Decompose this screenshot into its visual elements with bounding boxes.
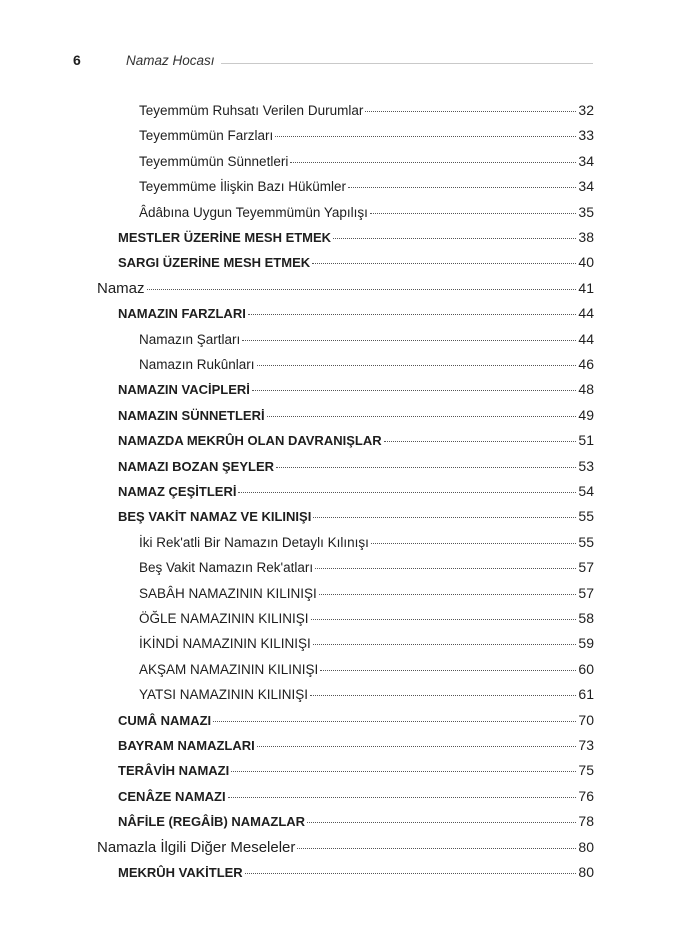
toc-entry-page: 78 [578, 813, 594, 830]
toc-entry [139, 610, 594, 632]
running-header [73, 48, 593, 68]
toc-entry-label: Teyemmüm Ruhsatı Verilen Durumlar [139, 103, 364, 118]
toc-entry [97, 839, 594, 861]
toc-entry-label: BAYRAM NAMAZLARI [118, 738, 255, 753]
toc-entry [139, 585, 594, 607]
dot-leader [371, 543, 576, 544]
toc-entry-label: CUMÂ NAMAZI [118, 712, 212, 728]
toc-entry-page: 73 [578, 737, 594, 753]
toc-entry-page: 53 [578, 457, 594, 474]
toc-entry [139, 102, 594, 124]
page-number: 6 [73, 52, 81, 68]
dot-leader [319, 594, 576, 595]
toc-entry [118, 407, 594, 429]
toc-entry-page: 44 [578, 305, 594, 322]
toc-entry-page: 46 [578, 356, 594, 372]
toc-entry-label: CENÂZE NAMAZI [118, 788, 226, 804]
toc-entry-page: 59 [578, 635, 594, 652]
toc-entry-page: 51 [578, 432, 594, 449]
dot-leader [315, 568, 576, 569]
toc-entry [139, 559, 594, 581]
toc-entry-page: 49 [578, 406, 594, 423]
dot-leader [248, 314, 576, 315]
toc-entry [139, 153, 594, 175]
toc-entry [118, 432, 594, 454]
dot-leader [311, 619, 576, 620]
dot-leader [313, 517, 576, 518]
toc-entry-page: 34 [578, 152, 594, 169]
toc-entry-page: 61 [578, 686, 594, 703]
dot-leader [312, 263, 576, 264]
dot-leader [257, 365, 576, 366]
toc-entry-label: Beş Vakit Namazın Rek'atları [139, 560, 314, 576]
toc-entry [139, 331, 594, 353]
toc-entry-page: 80 [578, 864, 594, 880]
toc-entry [118, 229, 594, 251]
toc-entry-page: 60 [578, 660, 594, 677]
toc-entry [139, 178, 594, 200]
toc-entry-page: 80 [578, 838, 594, 855]
dot-leader [147, 289, 576, 290]
toc-entry-label: İKİNDİ NAMAZININ KILINIŞI [139, 636, 311, 652]
toc-entry-page: 33 [578, 127, 594, 144]
toc-entry-label: SARGI ÜZERİNE MESH ETMEK [118, 255, 311, 271]
toc-entry-label: Teyemmümün Sünnetleri [139, 153, 289, 169]
toc-entry-label: YATSI NAMAZININ KILINIŞI [139, 687, 309, 703]
dot-leader [313, 644, 576, 645]
toc-entry [118, 508, 594, 530]
running-title: Namaz Hocası [126, 53, 215, 68]
dot-leader [348, 187, 576, 188]
toc-entry [118, 458, 594, 480]
dot-leader [242, 340, 576, 341]
dot-leader [297, 848, 576, 849]
toc-entry [97, 280, 594, 302]
dot-leader [307, 822, 576, 823]
toc-entry-page: 55 [578, 533, 594, 550]
toc-entry-label: NAMAZIN SÜNNETLERİ [118, 407, 265, 423]
toc-entry-page: 44 [578, 330, 594, 347]
toc-entry [139, 204, 594, 226]
toc-entry-label: BEŞ VAKİT NAMAZ VE KILINIŞI [118, 509, 312, 525]
toc-entry-label: MEKRÛH VAKİTLER [118, 865, 243, 880]
toc-entry-page: 55 [578, 508, 594, 525]
toc-entry-label: NAMAZIN FARZLARI [118, 306, 246, 322]
toc-entry-page: 40 [578, 254, 594, 271]
toc-entry-label: NAMAZI BOZAN ŞEYLER [118, 458, 274, 474]
dot-leader [290, 162, 576, 163]
dot-leader [228, 797, 576, 798]
toc-entry-page: 34 [578, 178, 594, 195]
toc-entry [139, 356, 594, 378]
dot-leader [238, 492, 576, 493]
toc-entry-label: SABÂH NAMAZININ KILINIŞI [139, 585, 317, 601]
toc-entry [118, 813, 594, 835]
toc-entry-label: Namazın Rukûnları [139, 357, 255, 372]
toc-entry-page: 75 [578, 762, 594, 779]
toc-entry-label: İki Rek'atli Bir Namazın Detaylı Kılınışı [139, 534, 369, 550]
toc-entry-page: 48 [578, 381, 594, 398]
toc-entry-label: MESTLER ÜZERİNE MESH ETMEK [118, 230, 332, 245]
toc-entry [118, 762, 594, 784]
toc-entry-page: 70 [578, 711, 594, 728]
toc-entry [118, 254, 594, 276]
toc-entry [118, 737, 594, 759]
toc-entry [139, 661, 594, 683]
dot-leader [276, 467, 576, 468]
toc-entry-label: NÂFİLE (REGÂİB) NAMAZLAR [118, 814, 306, 830]
dot-leader [257, 746, 576, 747]
toc-entry [118, 381, 594, 403]
toc-entry-page: 57 [578, 559, 594, 576]
toc-entry-page: 54 [578, 483, 594, 499]
toc-entry-page: 58 [578, 610, 594, 626]
toc-entry-label: Namazın Şartları [139, 331, 241, 347]
toc-entry-label: Namazla İlgili Diğer Meseleler [97, 838, 296, 856]
toc-entry [118, 788, 594, 810]
dot-leader [252, 390, 576, 391]
dot-leader [310, 695, 576, 696]
toc-entry-label: NAMAZDA MEKRÛH OLAN DAVRANIŞLAR [118, 433, 382, 449]
dot-leader [245, 873, 576, 874]
toc-entry-label: Teyemmüme İlişkin Bazı Hükümler [139, 179, 347, 195]
toc-entry [139, 534, 594, 556]
toc-entry-label: ÖĞLE NAMAZININ KILINIŞI [139, 611, 309, 626]
dot-leader [384, 441, 576, 442]
toc-entry-label: NAMAZ ÇEŞİTLERİ [118, 484, 237, 499]
dot-leader [275, 136, 576, 137]
dot-leader [370, 213, 576, 214]
toc-entry [139, 127, 594, 149]
header-rule [221, 63, 593, 64]
dot-leader [320, 670, 576, 671]
toc-entry-label: Namaz [97, 279, 145, 297]
dot-leader [333, 238, 576, 239]
toc-entry-label: Teyemmümün Farzları [139, 128, 274, 144]
toc-entry-label: TERÂVİH NAMAZI [118, 763, 230, 779]
dot-leader [231, 771, 576, 772]
toc-entry-page: 57 [578, 584, 594, 601]
dot-leader [267, 416, 576, 417]
toc-entry [118, 483, 594, 505]
toc-entry-page: 41 [578, 279, 594, 296]
toc-entry-page: 35 [578, 203, 594, 220]
dot-leader [213, 721, 576, 722]
toc-entry-page: 32 [578, 102, 594, 118]
toc-entry [118, 305, 594, 327]
toc-entry [139, 635, 594, 657]
toc-entry [118, 864, 594, 886]
toc-entry [118, 712, 594, 734]
toc-entry [139, 686, 594, 708]
toc-entry-label: NAMAZIN VACİPLERİ [118, 382, 250, 398]
dot-leader [365, 111, 576, 112]
toc-entry-label: Âdâbına Uygun Teyemmümün Yapılışı [139, 204, 368, 220]
toc-entry-page: 38 [578, 229, 594, 245]
toc-entry-label: AKŞAM NAMAZININ KILINIŞI [139, 661, 319, 677]
toc-entry-page: 76 [578, 787, 594, 804]
